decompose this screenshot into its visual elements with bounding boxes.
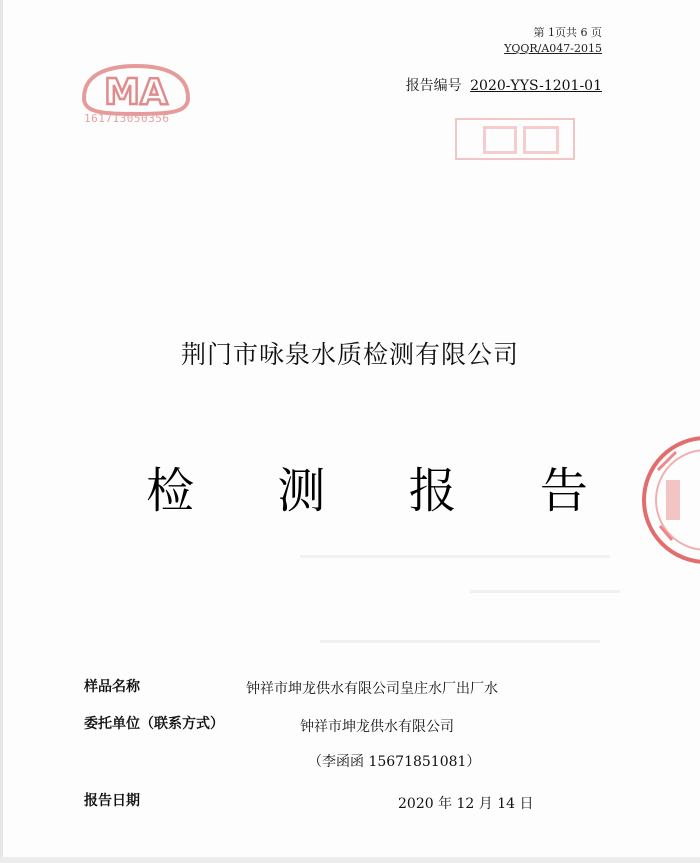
page-bottom-shadow [0, 857, 700, 863]
ma-logo-text: MA [104, 72, 168, 113]
client-label: 委托单位（联系方式） [84, 716, 224, 732]
report-date-label: 报告日期 [84, 793, 140, 809]
bleed-through-line [320, 640, 600, 643]
copy-stamp-icon [455, 118, 575, 160]
sample-name-label: 样品名称 [84, 679, 140, 695]
bleed-through-line [470, 590, 620, 593]
ma-certificate-number: 161713050356 [84, 112, 170, 125]
document-title: 检 测 报 告 [146, 463, 622, 519]
report-date-value: 2020 年 12 月 14 日 [398, 796, 534, 812]
page-edge-shadow [0, 0, 3, 863]
page-count: 第 1页共 6 页 [533, 26, 602, 39]
report-number-value: 2020-YYS-1201-01 [470, 78, 602, 94]
sample-name-value: 钟祥市坤龙供水有限公司皇庄水厂出厂水 [246, 681, 498, 697]
client-value: 钟祥市坤龙供水有限公司 [300, 719, 454, 735]
client-contact: （李函函 15671851081） [308, 754, 481, 770]
bleed-through-line [300, 555, 610, 558]
report-number-label: 报告编号 [405, 78, 462, 94]
report-number-row [406, 75, 602, 95]
form-code: YQQR/A047-2015 [504, 42, 602, 55]
company-name: 荆门市咏泉水质检测有限公司 [180, 340, 519, 369]
